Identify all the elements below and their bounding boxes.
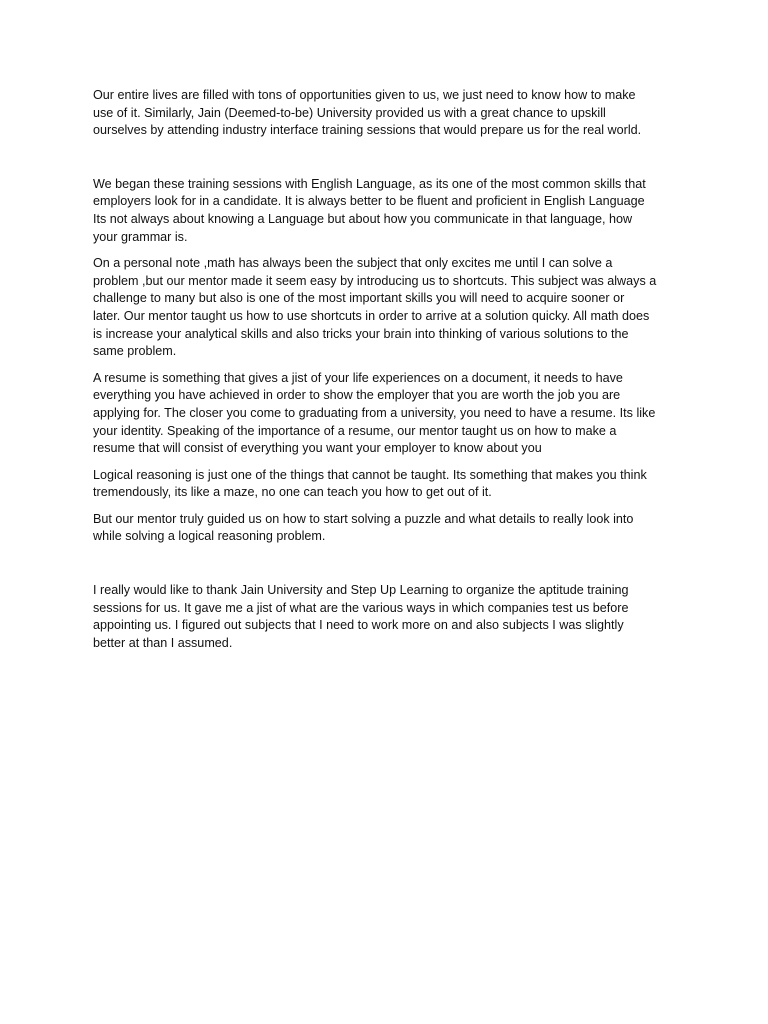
text-line: But our mentor truly guided us on how to start solving a puzzle and what details to really look into [93, 511, 634, 526]
paragraph-spacer [93, 140, 677, 176]
text-line: applying for. The closer you come to graduating from a university, you need to have a resume. Its like [93, 405, 656, 420]
text-line: is increase your analytical skills and also tricks your brain into thinking of various solutions to the [93, 326, 629, 341]
text-line: tremendously, its like a maze, no one can teach you how to get out of it. [93, 485, 492, 500]
text-line: later. Our mentor taught us how to use shortcuts in order to arrive at a solution quicky. All math does [93, 308, 650, 323]
paragraph-english [93, 176, 677, 246]
text-line: use of it. Similarly, Jain (Deemed-to-be) University provided us with a great chance to upskill [93, 105, 606, 120]
text-line: Logical reasoning is just one of the things that cannot be taught. Its something that makes you think [93, 467, 647, 482]
paragraph-mentor-guidance [93, 511, 677, 546]
paragraph-spacer [93, 361, 677, 370]
paragraph-thanks [93, 582, 677, 652]
text-line: Our entire lives are filled with tons of opportunities given to us, we just need to know how to make [93, 88, 636, 102]
paragraph-resume [93, 370, 677, 458]
paragraph-intro [93, 87, 677, 140]
paragraph-spacer [93, 458, 677, 467]
text-line: while solving a logical reasoning problem. [93, 529, 326, 544]
text-line: better at than I assumed. [93, 635, 233, 650]
text-line: Its not always about knowing a Language but about how you communicate in that language, how [93, 211, 633, 226]
text-line: I really would like to thank Jain University and Step Up Learning to organize the aptitude training [93, 583, 629, 598]
text-line: On a personal note ,math has always been the subject that only excites me until I can solve a [93, 256, 613, 271]
text-line: resume that will consist of everything you want your employer to know about you [93, 441, 542, 456]
paragraph-math [93, 255, 677, 361]
text-line: appointing us. I figured out subjects that I need to work more on and also subjects I was slightly [93, 618, 624, 633]
text-line: challenge to many but also is one of the most important skills you will need to acquire sooner or [93, 291, 625, 306]
text-line: A resume is something that gives a jist of your life experiences on a document, it needs to have [93, 370, 623, 385]
text-line: same problem. [93, 344, 177, 359]
text-line: ourselves by attending industry interface training sessions that would prepare us for the real world. [93, 123, 642, 138]
paragraph-spacer [93, 246, 677, 255]
paragraph-spacer [93, 546, 677, 582]
paragraph-spacer [93, 502, 677, 511]
text-line: your identity. Speaking of the importance of a resume, our mentor taught us on how to make a [93, 423, 617, 438]
text-line: We began these training sessions with English Language, as its one of the most common skills that [93, 176, 646, 191]
text-line: your grammar is. [93, 229, 188, 244]
document-body [93, 87, 677, 652]
text-line: everything you have achieved in order to show the employer that you are worth the job you are [93, 388, 621, 403]
text-line: employers look for in a candidate. It is always better to be fluent and proficient in English Language [93, 194, 645, 209]
text-line: sessions for us. It gave me a jist of what are the various ways in which companies test us before [93, 600, 629, 615]
paragraph-logical-reasoning [93, 467, 677, 502]
text-line: problem ,but our mentor made it seem easy by introducing us to shortcuts. This subject was always a [93, 273, 657, 288]
